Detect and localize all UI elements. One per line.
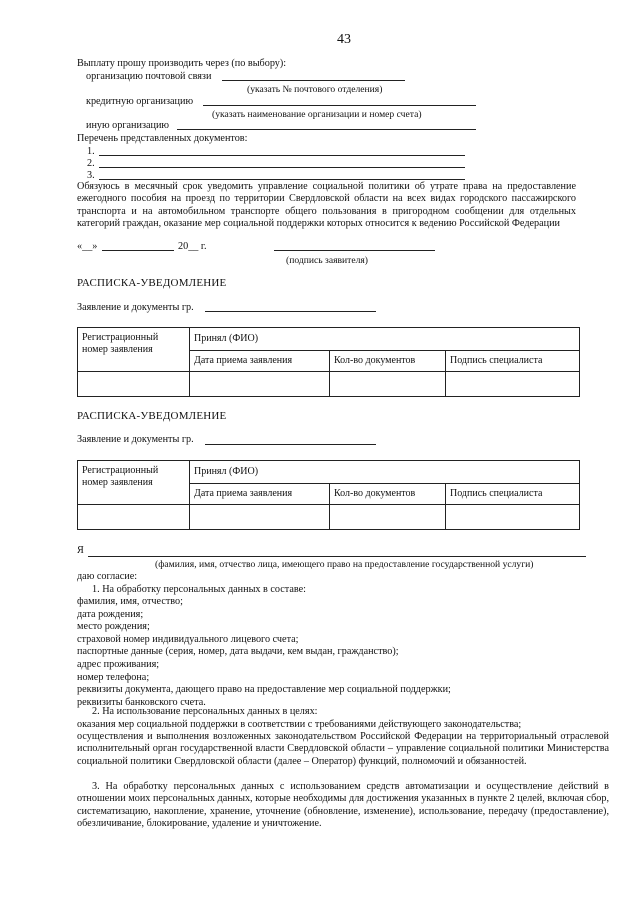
- receipt-statement: Заявление и документы гр.: [77, 302, 194, 313]
- accepted-by-header: Принял (ФИО): [190, 461, 580, 484]
- doc-item-number: 3.: [87, 170, 95, 181]
- list-item: реквизиты документа, дающего право на предоставление мер социальной поддержки;: [77, 684, 451, 696]
- page-number: 43: [337, 32, 351, 47]
- receipt-name-field[interactable]: [205, 444, 376, 445]
- date-received-header: Дата приема заявления: [190, 351, 330, 372]
- list-item: адрес проживания;: [77, 658, 160, 670]
- receipt-name-field[interactable]: [205, 311, 376, 312]
- list-item: фамилия, имя, отчество;: [77, 596, 183, 607]
- date-received-cell[interactable]: [190, 372, 330, 397]
- list-item: номер телефона;: [77, 671, 150, 683]
- date-year: 20__ г.: [178, 241, 207, 252]
- other-org-field[interactable]: [177, 129, 476, 130]
- specialist-signature-cell[interactable]: [446, 505, 580, 530]
- reg-number-header: Регистрационный номер заявления: [78, 328, 190, 372]
- doc-count-cell[interactable]: [330, 505, 446, 530]
- receipt-table: [77, 327, 580, 397]
- reg-number-cell[interactable]: [78, 372, 190, 397]
- reg-number-cell[interactable]: [78, 505, 190, 530]
- receipt-statement: Заявление и документы гр.: [77, 434, 194, 445]
- accepted-by-header: Принял (ФИО): [190, 328, 580, 351]
- list-item: реквизиты банковского счета.: [77, 696, 206, 708]
- postal-label: организацию почтовой связи: [86, 71, 212, 82]
- consent-i-label: Я: [77, 545, 84, 556]
- doc-count-header: Кол-во документов: [330, 484, 446, 505]
- date-received-cell[interactable]: [190, 505, 330, 530]
- signature-hint: (подпись заявителя): [286, 255, 369, 266]
- reg-number-header: Регистрационный номер заявления: [78, 461, 190, 505]
- doc-item-field-1[interactable]: [99, 155, 465, 156]
- doc-item-number: 1.: [87, 146, 95, 157]
- consent-give: даю согласие:: [77, 571, 138, 582]
- other-org-label: иную организацию: [86, 120, 170, 131]
- list-item: паспортные данные (серия, номер, дата выдачи, кем выдан, гражданство);: [77, 646, 399, 658]
- obligation-paragraph: Обязуюсь в месячный срок уведомить управление социальной политики об утрате права на предоставление ежегодного пособия на проезд по территории Свердловской области на всех видах городского пассажирского транспорта и на автомобильном транспорте общего пользования в пригородном сообщении для отдельных категорий граждан, оказание мер социальной поддержки которых относится к ведению Российской Федерации: [77, 181, 576, 230]
- date-day: «__»: [77, 241, 98, 252]
- specialist-signature-header: Подпись специалиста: [446, 484, 580, 505]
- consent-point-3: 3. На обработку персональных данных с использованием средств автоматизации и осуществление действий в отношении моих персональных данных, которые необходимы для достижения указанных в пункте 2 целей, включая сбор, систематизацию, накопление, хранение, уточнение (обновление, изменение), использование, передачу (предоставление), обезличивание, блокирование, удаление и уничтожение.: [77, 781, 609, 830]
- specialist-signature-header: Подпись специалиста: [446, 351, 580, 372]
- credit-field[interactable]: [203, 105, 476, 106]
- list-item: дата рождения;: [77, 608, 144, 620]
- date-received-header: Дата приема заявления: [190, 484, 330, 505]
- list-item: место рождения;: [77, 621, 150, 633]
- consent-point-1: 1. На обработку персональных данных в составе:: [92, 584, 307, 595]
- doc-item-number: 2.: [87, 158, 95, 169]
- date-month-field[interactable]: [102, 250, 174, 251]
- receipt-table: [77, 460, 580, 530]
- doc-item-field-3[interactable]: [99, 179, 465, 180]
- consent-purpose-2: осуществления и выполнения возложенных законодательством Российской Федерации на территориальный отраслевой исполнительный орган государственной власти Свердловской области – управление социальной политики Министерства социальной политики Свердловской области (далее – Оператор) функций, полномочий и обязанностей.: [77, 731, 609, 767]
- credit-hint: (указать наименование организации и номер счета): [212, 109, 422, 120]
- personal-data-list: [77, 596, 451, 709]
- receipt-title: РАСПИСКА-УВЕДОМЛЕНИЕ: [77, 410, 227, 422]
- consent-point-2: 2. На использование персональных данных в целях:: [92, 706, 318, 717]
- consent-name-hint: (фамилия, имя, отчество лица, имеющего право на предоставление государственной услуги): [155, 559, 534, 570]
- doc-count-cell[interactable]: [330, 372, 446, 397]
- credit-label: кредитную организацию: [86, 96, 194, 107]
- signature-field[interactable]: [274, 250, 435, 251]
- doc-count-header: Кол-во документов: [330, 351, 446, 372]
- doc-item-field-2[interactable]: [99, 167, 465, 168]
- consent-purpose-1: оказания мер социальной поддержки в соответствии с требованиями действующего законодательства;: [77, 719, 522, 730]
- receipt-title: РАСПИСКА-УВЕДОМЛЕНИЕ: [77, 277, 227, 289]
- documents-header: Перечень представленных документов:: [77, 133, 248, 144]
- consent-name-field[interactable]: [88, 556, 586, 557]
- specialist-signature-cell[interactable]: [446, 372, 580, 397]
- postal-field[interactable]: [222, 80, 405, 81]
- payment-intro: Выплату прошу производить через (по выбору):: [77, 58, 287, 69]
- postal-hint: (указать № почтового отделения): [247, 84, 383, 95]
- list-item: страховой номер индивидуального лицевого счета;: [77, 633, 299, 645]
